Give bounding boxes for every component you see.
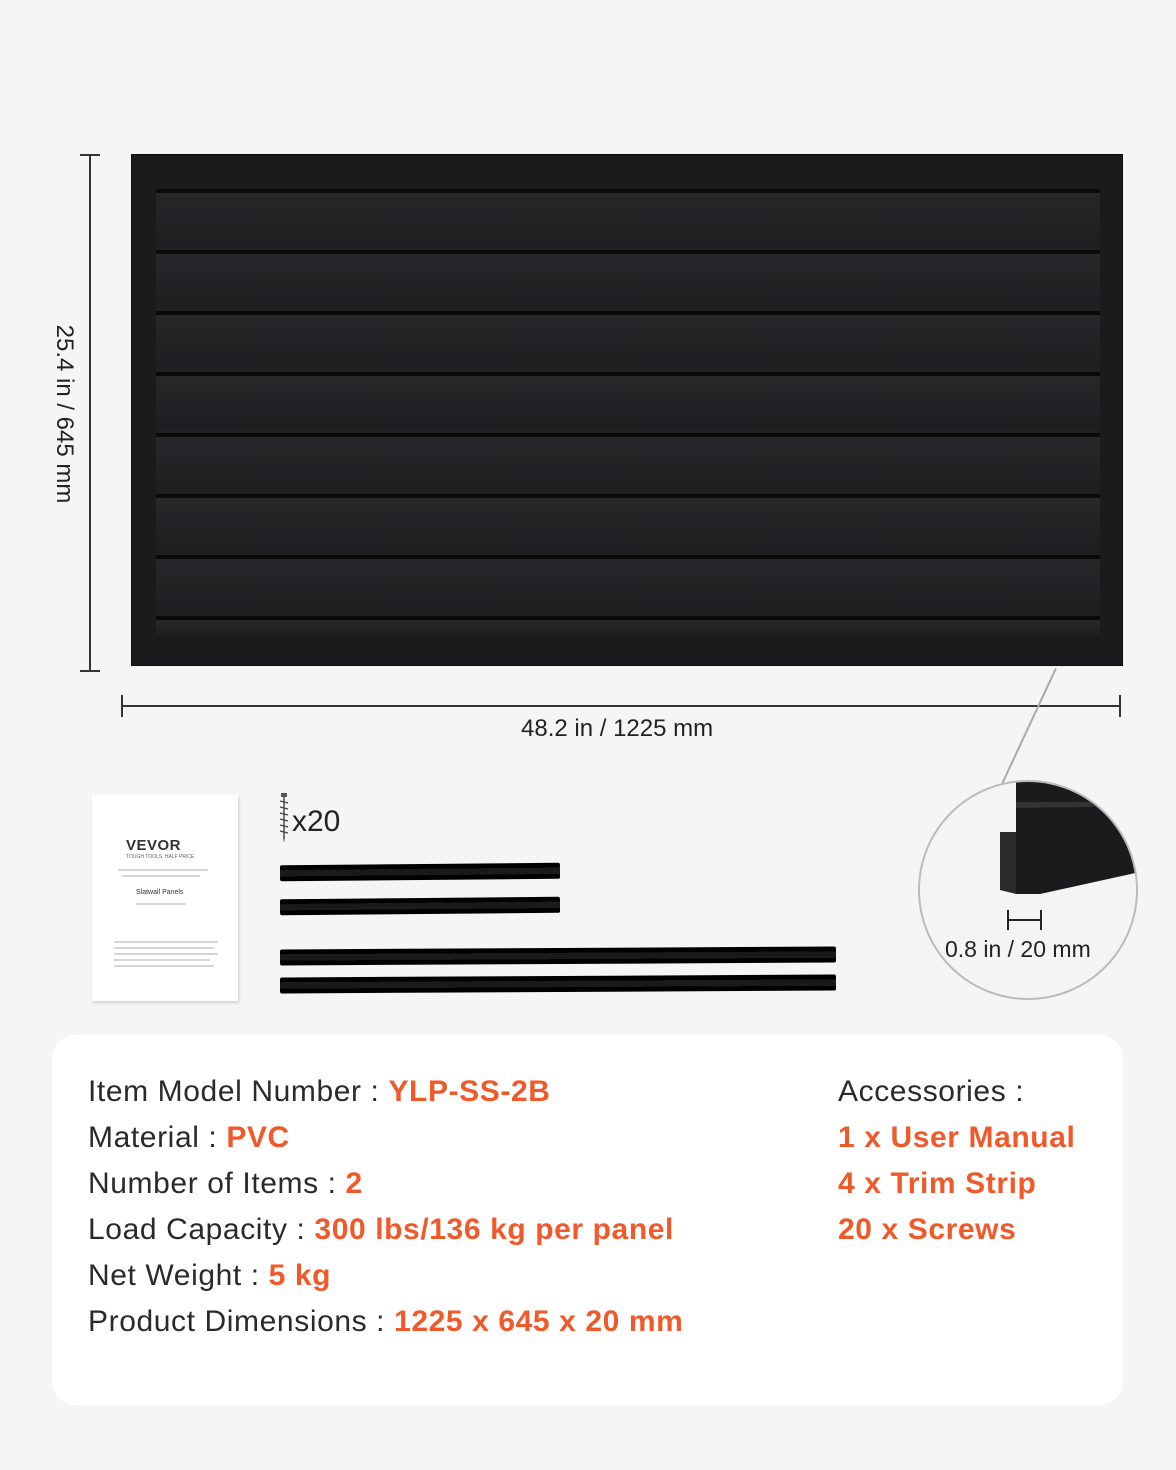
accessory-item: 4 x Trim Strip [838,1167,1037,1200]
short-trim-strip [280,863,560,881]
thickness-label: 0.8 in / 20 mm [945,936,1091,962]
spec-card [52,1035,1123,1405]
panel-edge-detail [920,782,1138,1000]
manual-title: Slatwall Panels [136,889,184,896]
slat [156,372,1100,428]
spec-material [88,1121,290,1155]
spec-number-of-items [88,1167,363,1201]
height-label: 25.4 in / 645 mm [51,324,78,504]
width-label: 48.2 in / 1225 mm [521,715,714,742]
manual-text-line [114,953,218,955]
spec-label: Number of Items : [88,1167,346,1200]
accessory-item: 1 x User Manual [838,1121,1076,1154]
edge-zoom-circle [918,780,1138,1000]
thickness-dimension-cap [1007,910,1009,930]
slat [156,616,1100,635]
spec-value: 300 lbs/136 kg per panel [314,1213,674,1246]
slat [156,189,1100,245]
height-dimension-cap [80,154,100,156]
spec-product-dimensions [88,1305,683,1339]
width-dimension-cap [121,695,123,717]
manual-text-line [114,941,218,943]
slat [156,311,1100,367]
thickness-dimension-line [1008,919,1042,921]
slat [156,433,1100,489]
manual-tagline: TOUGH TOOLS, HALF PRICE [126,854,195,860]
spec-value: 1225 x 645 x 20 mm [394,1305,684,1338]
slat [156,250,1100,306]
short-trim-strip [280,897,560,915]
manual-text-line [122,875,200,877]
spec-load-capacity [88,1213,674,1247]
manual-text-line [114,965,214,967]
accessories-heading: Accessories : [838,1075,1025,1108]
manual-text-line [114,947,214,949]
width-dimension-line [121,705,1121,707]
height-dimension-cap [80,670,100,672]
spec-label: Material : [88,1121,227,1154]
spec-net-weight [88,1259,331,1293]
spec-value: PVC [226,1121,290,1154]
height-dimension-line [89,154,91,672]
accessory-item: 20 x Screws [838,1213,1017,1246]
spec-label: Net Weight : [88,1259,269,1292]
spec-label: Load Capacity : [88,1213,315,1246]
long-trim-strip [280,947,836,966]
slat [156,555,1100,611]
width-dimension-cap [1119,695,1121,717]
long-trim-strip [280,975,836,994]
slatwall-panel-image [131,154,1123,666]
spec-value: YLP-SS-2B [388,1075,551,1108]
screw-count: x20 [292,805,341,838]
panel-slats [156,189,1100,635]
user-manual-image [92,795,238,1001]
manual-text-line [118,869,208,871]
zoom-pointer-line [1000,668,1057,787]
manual-text-line [136,903,186,905]
spec-label: Product Dimensions : [88,1305,395,1338]
spec-value: 2 [345,1167,363,1200]
manual-text-line [114,959,210,961]
spec-value: 5 kg [268,1259,332,1292]
thickness-dimension-cap [1040,910,1042,930]
manual-brand: VEVOR [126,837,182,854]
slat [156,494,1100,550]
screw-icon [276,793,292,843]
spec-label: Item Model Number : [88,1075,389,1108]
spec-model-number [88,1075,551,1109]
